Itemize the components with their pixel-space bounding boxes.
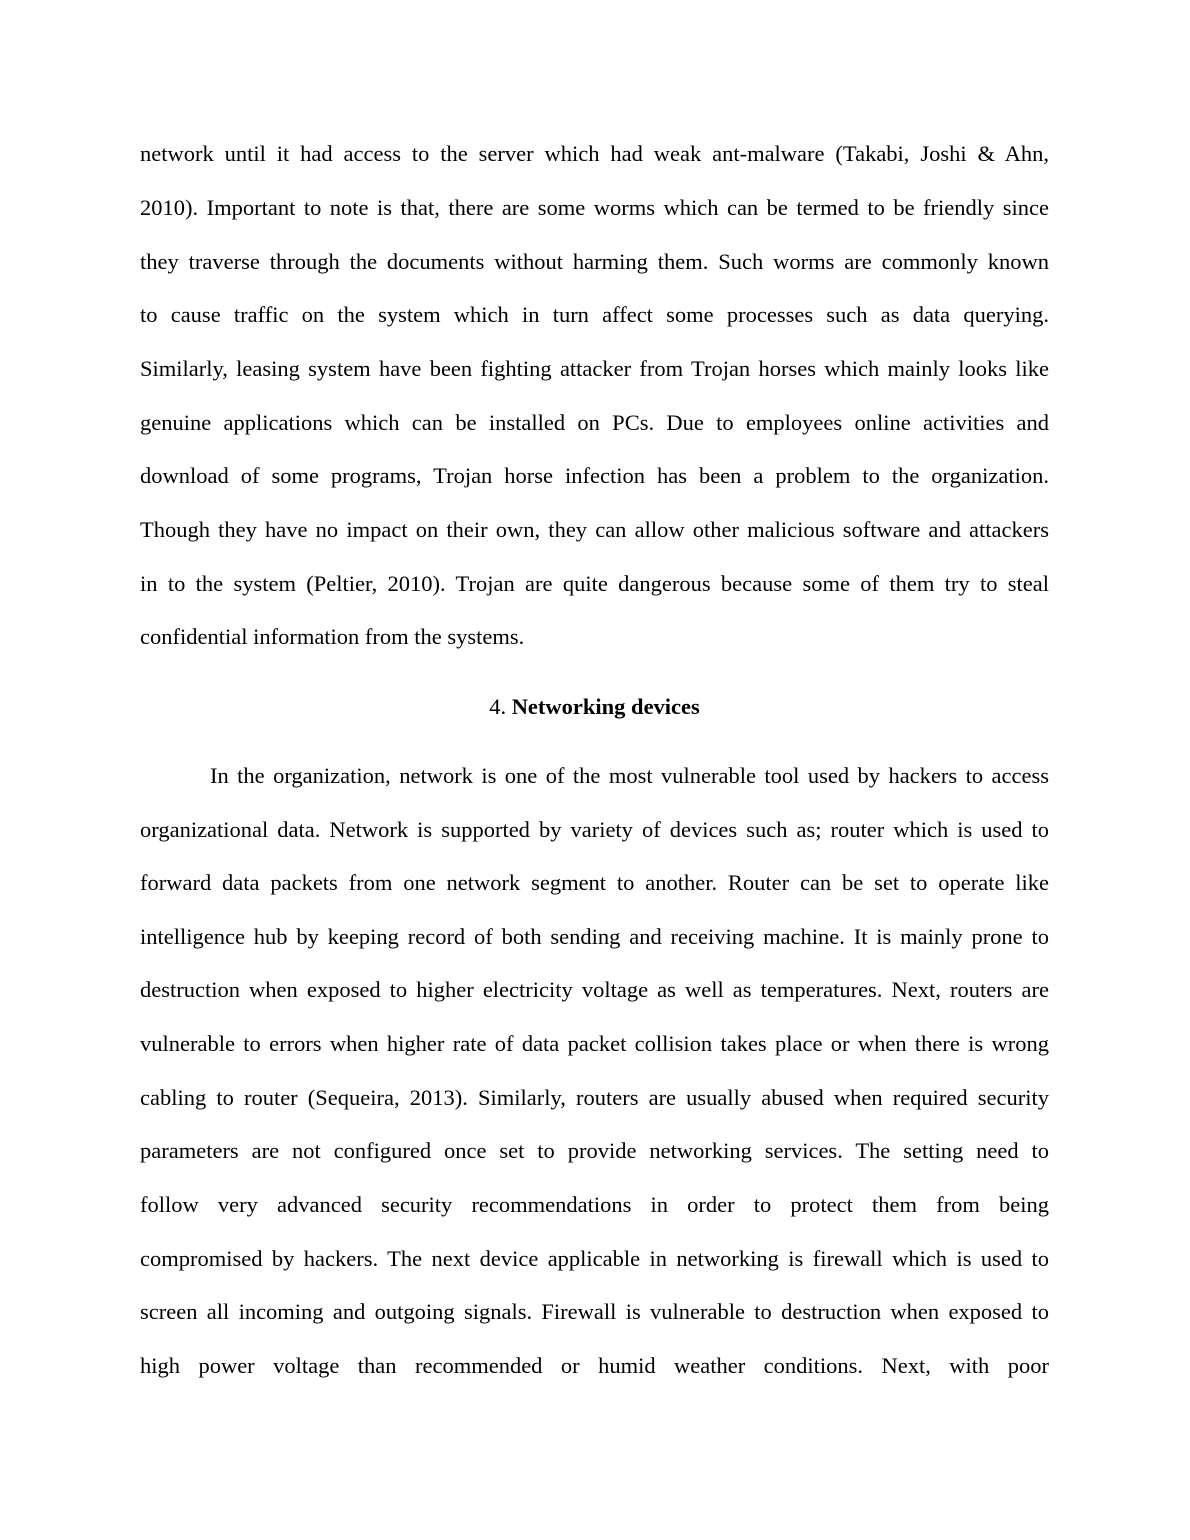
- text-line: destruction when exposed to higher electricity voltage as well as temperatures. Next, routers are: [140, 977, 1049, 1002]
- section-heading: [140, 692, 1049, 722]
- text-line: vulnerable to errors when higher rate of data packet collision takes place or when there is wrong: [140, 1031, 1049, 1056]
- text-line: to cause traffic on the system which in turn affect some processes such as data querying.: [140, 302, 1049, 327]
- text-line: network until it had access to the server which had weak ant-malware (Takabi, Joshi & Ahn,: [140, 141, 1049, 166]
- text-line: confidential information from the systems.: [140, 624, 525, 649]
- text-line: cabling to router (Sequeira, 2013). Similarly, routers are usually abused when required security: [140, 1085, 1049, 1110]
- text-line: Though they have no impact on their own, they can allow other malicious software and attackers: [140, 517, 1049, 542]
- text-line: forward data packets from one network segment to another. Router can be set to operate like: [140, 870, 1049, 895]
- section-title: Networking devices: [511, 694, 700, 719]
- text-line: in to the system (Peltier, 2010). Trojan are quite dangerous because some of them try to steal: [140, 571, 1049, 596]
- text-line: download of some programs, Trojan horse infection has been a problem to the organization.: [140, 463, 1049, 488]
- text-line: In the organization, network is one of the most vulnerable tool used by hackers to access: [210, 763, 1049, 788]
- text-line: parameters are not configured once set to provide networking services. The setting need to: [140, 1138, 1049, 1163]
- text-line: organizational data. Network is supported by variety of devices such as; router which is used to: [140, 817, 1049, 842]
- text-line: follow very advanced security recommendations in order to protect them from being: [140, 1192, 1049, 1217]
- text-line: genuine applications which can be installed on PCs. Due to employees online activities and: [140, 410, 1049, 435]
- text-line: they traverse through the documents without harming them. Such worms are commonly known: [140, 249, 1049, 274]
- text-line: 2010). Important to note is that, there are some worms which can be termed to be friendly since: [140, 195, 1049, 220]
- text-line: screen all incoming and outgoing signals. Firewall is vulnerable to destruction when exposed to: [140, 1299, 1049, 1324]
- text-line: intelligence hub by keeping record of both sending and receiving machine. It is mainly prone to: [140, 924, 1049, 949]
- text-line: high power voltage than recommended or humid weather conditions. Next, with poor: [140, 1353, 1049, 1378]
- text-line: compromised by hackers. The next device applicable in networking is firewall which is used to: [140, 1246, 1049, 1271]
- text-line: Similarly, leasing system have been fighting attacker from Trojan horses which mainly looks like: [140, 356, 1049, 381]
- section-number: 4.: [489, 694, 507, 719]
